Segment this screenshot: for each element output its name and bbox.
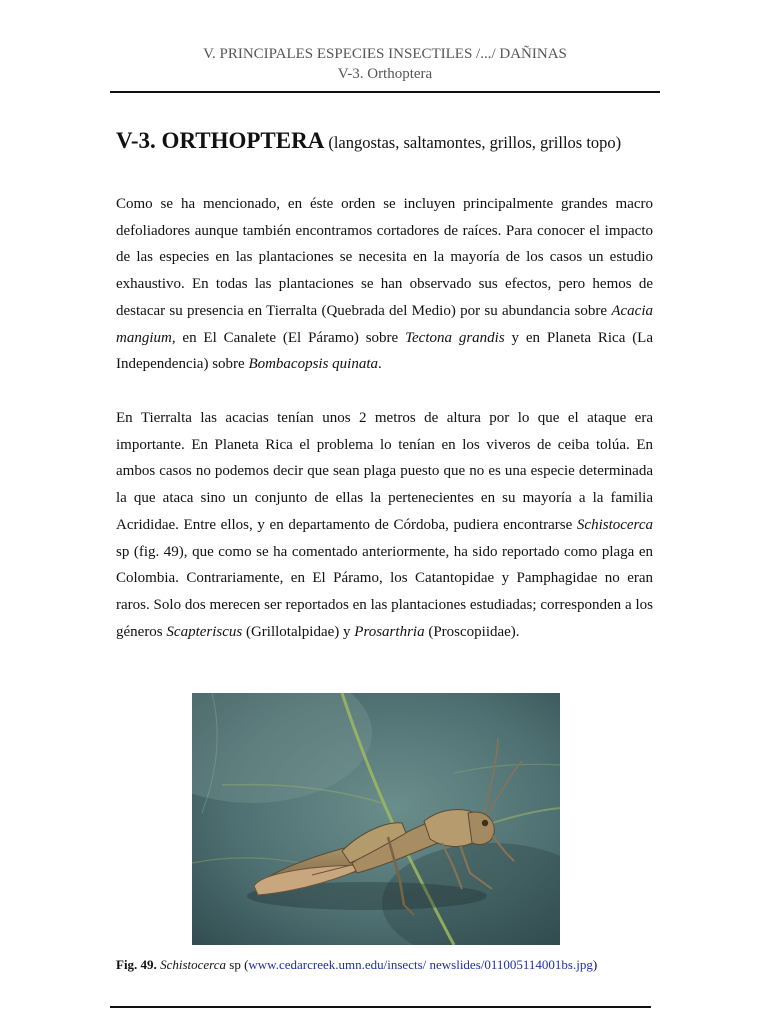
section-heading — [116, 128, 661, 154]
figure-caption-text: sp ( — [226, 957, 249, 972]
p1-text-2: , en El Canalete (El Páramo) sobre — [171, 329, 406, 346]
figure-caption-close: ) — [592, 957, 598, 972]
p2-genus-prosarthria: Prosarthria — [354, 623, 425, 640]
p1-text-3: y en Planeta Rica (La Independencia) sobre — [116, 329, 654, 373]
p2-text-4: (Proscopiidae). — [424, 623, 520, 640]
header-section-line: V-3. Orthoptera — [337, 66, 433, 82]
paragraph-1 — [116, 191, 653, 378]
p2-genus-schistocerca: Schistocerca — [576, 516, 653, 533]
running-header — [110, 44, 660, 84]
section-subtitle: (langostas, saltamontes, grillos, grillos topo) — [328, 133, 622, 152]
p2-text-3: (Grillotalpidae) y — [242, 623, 355, 640]
p1-species-acacia: Acacia mangium — [116, 302, 653, 346]
figure-caption — [116, 957, 597, 973]
section-title: V-3. ORTHOPTERA — [116, 128, 325, 153]
p2-genus-scapteriscus: Scapteriscus — [166, 623, 243, 640]
p2-text-1: En Tierralta las acacias tenían unos 2 metros de altura por lo que el ataque era importante. En Planeta Rica el problema lo tenían en los viveros de ceiba tolúa. En ambos casos no podemos decir que sean plaga puesto que no es una especie determinada la que ataca sino un conjunto de ellas la pertenecientes en su mayoría a la familia Acrididae. Entre ellos, y en departamento de Córdoba, pudiera encontrarse — [116, 410, 653, 533]
p1-text-4: . — [378, 356, 382, 373]
header-divider — [110, 91, 660, 93]
paragraph-2 — [116, 405, 653, 645]
p1-text-1: Como se ha mencionado, en éste orden se incluyen principalmente grandes macro defoliadores aunque también encontramos cortadores de raíces. Para conocer el impacto de las especies en las plantaciones se necesita en la mayoría de los casos un estudio exhaustivo. En todas las plantaciones se han observado sus efectos, pero hemos de destacar su presencia en Tierralta (Quebrada del Medio) por su abundancia sobre — [116, 196, 653, 319]
p2-text-2: sp (fig. 49), que como se ha comentado anteriormente, ha sido reportado como plaga en Colombia. Contrariamente, en El Páramo, los Catantopidae y Pamphagidae no eran raros. Solo dos merecen ser reportados en las plantaciones estudiadas; corresponden a los géneros — [116, 543, 653, 640]
figure-label: Fig. 49. — [116, 957, 157, 972]
p1-species-bombacopsis: Bombacopsis quinata — [248, 356, 379, 373]
header-chapter-line: V. PRINCIPALES ESPECIES INSECTILES /.../ DAÑINAS — [203, 46, 567, 62]
grasshopper-photo — [192, 693, 560, 945]
figure-species: Schistocerca — [160, 957, 227, 972]
footer-divider — [110, 1006, 651, 1008]
p1-species-tectona: Tectona grandis — [405, 329, 505, 346]
figure-source-link[interactable]: www.cedarcreek.umn.edu/insects/ newslides/011005114001bs.jpg — [248, 957, 593, 972]
